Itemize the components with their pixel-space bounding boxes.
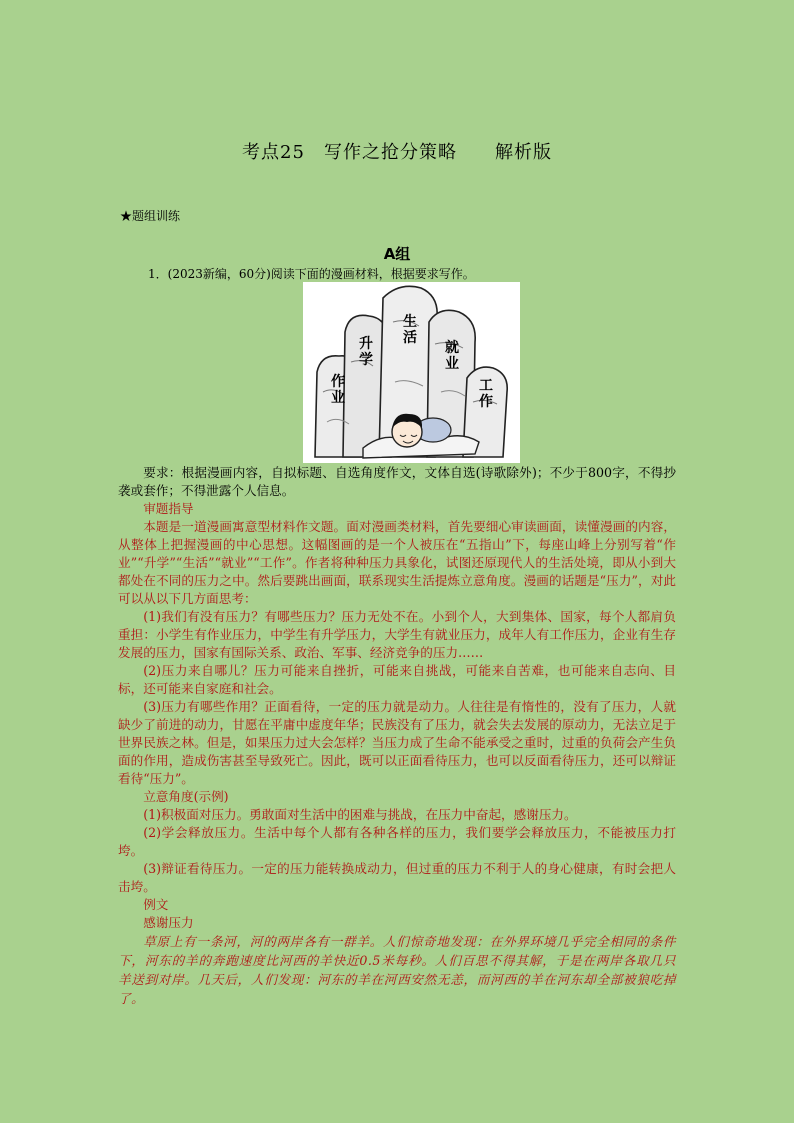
- section-tag: ★题组训练: [120, 209, 181, 223]
- group-title: A组: [383, 245, 411, 263]
- guide-paragraph-1: 本题是一道漫画寓意型材料作文题。面对漫画类材料，首先要细心审读画面，读懂漫画的内容，从整体上把握漫画的中心思想。这幅图画的是一个人被压在“五指山”下，每座山峰上分别写着“作业”“升学”“生活”“就业”“工作”。作者将种种压力具象化，试图还原现代人的生活处境，即从小到大都处在不同的压力之中。然后要跳出画面，联系现实生活提炼立意角度。漫画的话题是“压力”，对此可以从以下几方面思考：: [118, 519, 676, 606]
- guide-paragraph-4: (3)压力有哪些作用？正面看待，一定的压力就是动力。人往往是有惰性的，没有了压力，人就缺少了前进的动力，甘愿在平庸中虚度年华；民族没有了压力，就会失去发展的原动力，无法立足于世界民族之林。但是，如果压力过大会怎样？当压力成了生命不能承受之重时，过重的负荷会产生负面的作用，造成伤害甚至导致死亡。因此，既可以正面看待压力，也可以反面看待压力，还可以辩证看待“压力”。: [118, 699, 676, 786]
- cartoon-image: [303, 282, 520, 463]
- cartoon-label-5: 工: [479, 378, 493, 394]
- essay-paragraph-1: 草原上有一条河，河的两岸各有一群羊。人们惊奇地发现：在外界环境几乎完全相同的条件下，河东的羊的奔跑速度比河西的羊快近0.5米每秒。人们百思不得其解，于是在两岸各取几只羊送到对岸。几天后，人们发现：河东的羊在河西安然无恙，而河西的羊在河东却全部被狼吃掉了。: [118, 934, 676, 1006]
- page-title: 考点25 写作之抢分策略 解析版: [242, 142, 552, 163]
- cartoon-illustration: [303, 282, 520, 463]
- angle-3: (3)辩证看待压力。一定的压力能转换成动力，但过重的压力不利于人的身心健康，有时会把人击垮。: [118, 861, 676, 894]
- guide-paragraph-3: (2)压力来自哪儿？压力可能来自挫折，可能来自挑战，可能来自苦难，也可能来自志向、目标，还可能来自家庭和社会。: [118, 663, 676, 696]
- cartoon-label-4: 就: [445, 340, 459, 356]
- angle-heading: 立意角度(示例): [143, 789, 229, 804]
- angle-2: (2)学会释放压力。生活中每个人都有各种各样的压力，我们要学会释放压力，不能被压力打垮。: [118, 825, 676, 858]
- cartoon-label-2b: 学: [359, 352, 373, 368]
- requirement: 要求：根据漫画内容，自拟标题、自选角度作文，文体自选(诗歌除外)；不少于800字，不得抄袭或套作；不得泄露个人信息。: [118, 465, 676, 498]
- guide-paragraph-2: (1)我们有没有压力？有哪些压力？压力无处不在。小到个人，大到集体、国家，每个人都肩负重担：小学生有作业压力，中学生有升学压力，大学生有就业压力，成年人有工作压力，企业有生存发展的压力，国家有国际关系、政治、军事、经济竞争的压力……: [118, 609, 676, 660]
- cartoon-label-2: 升: [359, 336, 373, 352]
- question-prompt: 1．(2023新编，60分)阅读下面的漫画材料，根据要求写作。: [148, 267, 475, 281]
- cartoon-label-1: 作: [331, 374, 345, 390]
- angle-1: (1)积极面对压力。勇敢面对生活中的困难与挑战，在压力中奋起，感谢压力。: [143, 807, 577, 822]
- example-heading: 例文: [143, 897, 169, 912]
- cartoon-label-3b: 活: [403, 330, 417, 346]
- guide-heading: 审题指导: [143, 501, 194, 516]
- essay-title: 感谢压力: [143, 915, 194, 930]
- cartoon-label-1b: 业: [331, 390, 345, 406]
- cartoon-label-4b: 业: [445, 356, 459, 372]
- cartoon-label-3: 生: [403, 314, 417, 330]
- content-body: [118, 464, 676, 1008]
- cartoon-label-5b: 作: [479, 394, 493, 410]
